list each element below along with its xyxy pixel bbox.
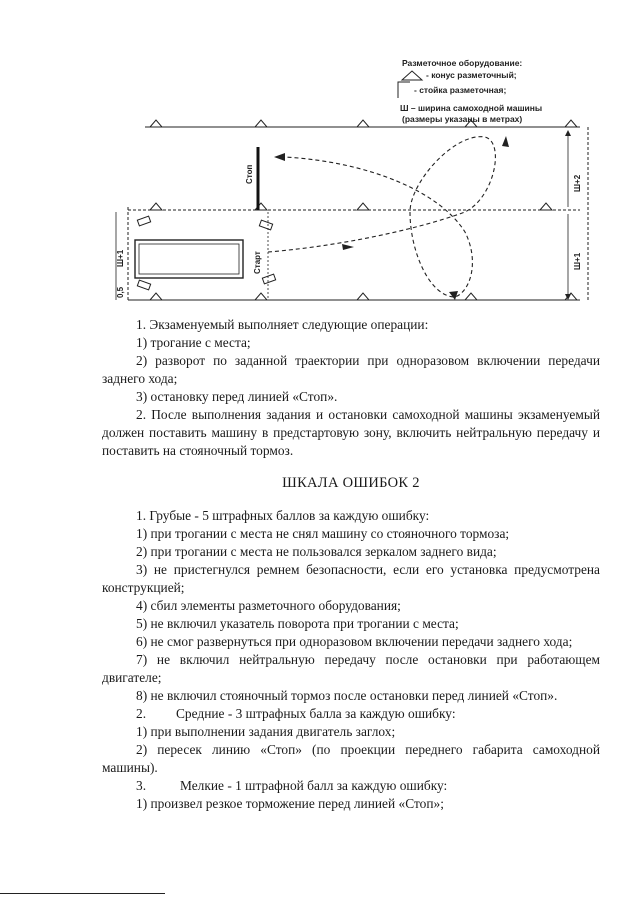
arrow-icon bbox=[274, 153, 285, 161]
diagram-svg bbox=[110, 52, 610, 312]
medium-item: 2) пересек линию «Стоп» (по проекции переднего габарита самоходной машины). bbox=[102, 742, 600, 775]
intro-item3: 3) остановку перед линией «Стоп». bbox=[136, 389, 338, 404]
gross-item: 4) сбил элементы разметочного оборудования; bbox=[136, 598, 401, 613]
cone-icon bbox=[255, 293, 267, 300]
post-icon bbox=[137, 280, 150, 290]
cone-icon bbox=[357, 120, 369, 127]
intro-line2: 2. После выполнения задания и остановки самоходной машины экзаменуемый должен поставить машину в предстартовую зону, включить нейтральную передачу и поставить на стояночный тормоз. bbox=[102, 407, 600, 458]
cone-icon bbox=[540, 203, 552, 210]
start-vehicle-box bbox=[135, 240, 243, 278]
medium-number: 2. bbox=[136, 706, 147, 721]
label-w1-right: Ш+1 bbox=[573, 252, 582, 270]
minor-item: 1) произвел резкое торможение перед линией «Стоп»; bbox=[136, 796, 444, 811]
medium-item: 1) при выполнении задания двигатель заглох; bbox=[136, 724, 396, 739]
legend-post-icon bbox=[398, 82, 410, 98]
arrow-icon bbox=[502, 136, 509, 147]
post-icon bbox=[262, 274, 275, 284]
minor-title-line bbox=[102, 777, 600, 795]
gross-item: 7) не включил нейтральную передачу после остановки при работающем двигателе; bbox=[102, 652, 600, 685]
gross-item: 8) не включил стояночный тормоз после остановки перед линией «Стоп». bbox=[136, 688, 558, 703]
intro-item1: 1) трогание с места; bbox=[136, 335, 251, 350]
cone-icon bbox=[255, 120, 267, 127]
intro-line1: 1. Экзаменуемый выполняет следующие операции: bbox=[136, 317, 429, 332]
post-icon bbox=[259, 220, 272, 230]
cone-icon bbox=[150, 120, 162, 127]
medium-title-line bbox=[102, 705, 600, 723]
label-w2: Ш+2 bbox=[573, 174, 582, 192]
cone-icon bbox=[150, 293, 162, 300]
post-icon bbox=[137, 216, 150, 226]
maneuver-diagram bbox=[110, 52, 610, 312]
cone-icon bbox=[565, 120, 577, 127]
arrow-icon bbox=[565, 130, 571, 136]
section-heading: ШКАЛА ОШИБОК 2 bbox=[282, 475, 420, 491]
intro-section bbox=[102, 316, 600, 813]
footnote-rule bbox=[0, 893, 165, 894]
gross-item: 5) не включил указатель поворота при трогании с места; bbox=[136, 616, 459, 631]
arrow-icon bbox=[342, 244, 354, 250]
medium-title: Средние - 3 штрафных балла за каждую ошибку: bbox=[176, 706, 456, 721]
cone-icon bbox=[465, 293, 477, 300]
start-vehicle-inner bbox=[139, 244, 239, 274]
label-w1-left: Ш+1 bbox=[116, 249, 125, 267]
intro-item2: 2) разворот по заданной траектории при одноразовом включении передачи заднего хода; bbox=[102, 353, 600, 386]
legend-post: - стойка разметочная; bbox=[414, 85, 507, 95]
trajectory-path bbox=[268, 137, 495, 297]
gross-item: 3) не пристегнулся ремнем безопасности, если его установка предусмотрена конструкцией; bbox=[102, 562, 600, 595]
arrow-icon bbox=[449, 291, 458, 300]
gross-item: 1) при трогании с места не снял машину со стояночного тормоза; bbox=[136, 526, 510, 541]
label-gap: 0,5 bbox=[116, 286, 125, 298]
gross-item: 6) не смог развернуться при одноразовом включении передачи заднего хода; bbox=[136, 634, 573, 649]
minor-title: Мелкие - 1 штрафной балл за каждую ошибку: bbox=[180, 778, 448, 793]
cone-icon bbox=[150, 203, 162, 210]
legend-units-note: (размеры указаны в метрах) bbox=[402, 114, 523, 124]
cone-icon bbox=[357, 203, 369, 210]
gross-title: 1. Грубые - 5 штрафных баллов за каждую ошибку: bbox=[136, 508, 430, 523]
label-stop: Стоп bbox=[245, 164, 254, 184]
gross-item: 2) при трогании с места не пользовался зеркалом заднего вида; bbox=[136, 544, 497, 559]
label-start: Старт bbox=[253, 251, 262, 274]
legend-cone: - конус разметочный; bbox=[426, 70, 517, 80]
legend-width-note: Ш – ширина самоходной машины bbox=[400, 103, 543, 113]
minor-number: 3. bbox=[136, 778, 147, 793]
legend-title: Разметочное оборудование: bbox=[402, 58, 523, 68]
cone-icon bbox=[357, 293, 369, 300]
legend-cone-icon bbox=[402, 71, 422, 80]
